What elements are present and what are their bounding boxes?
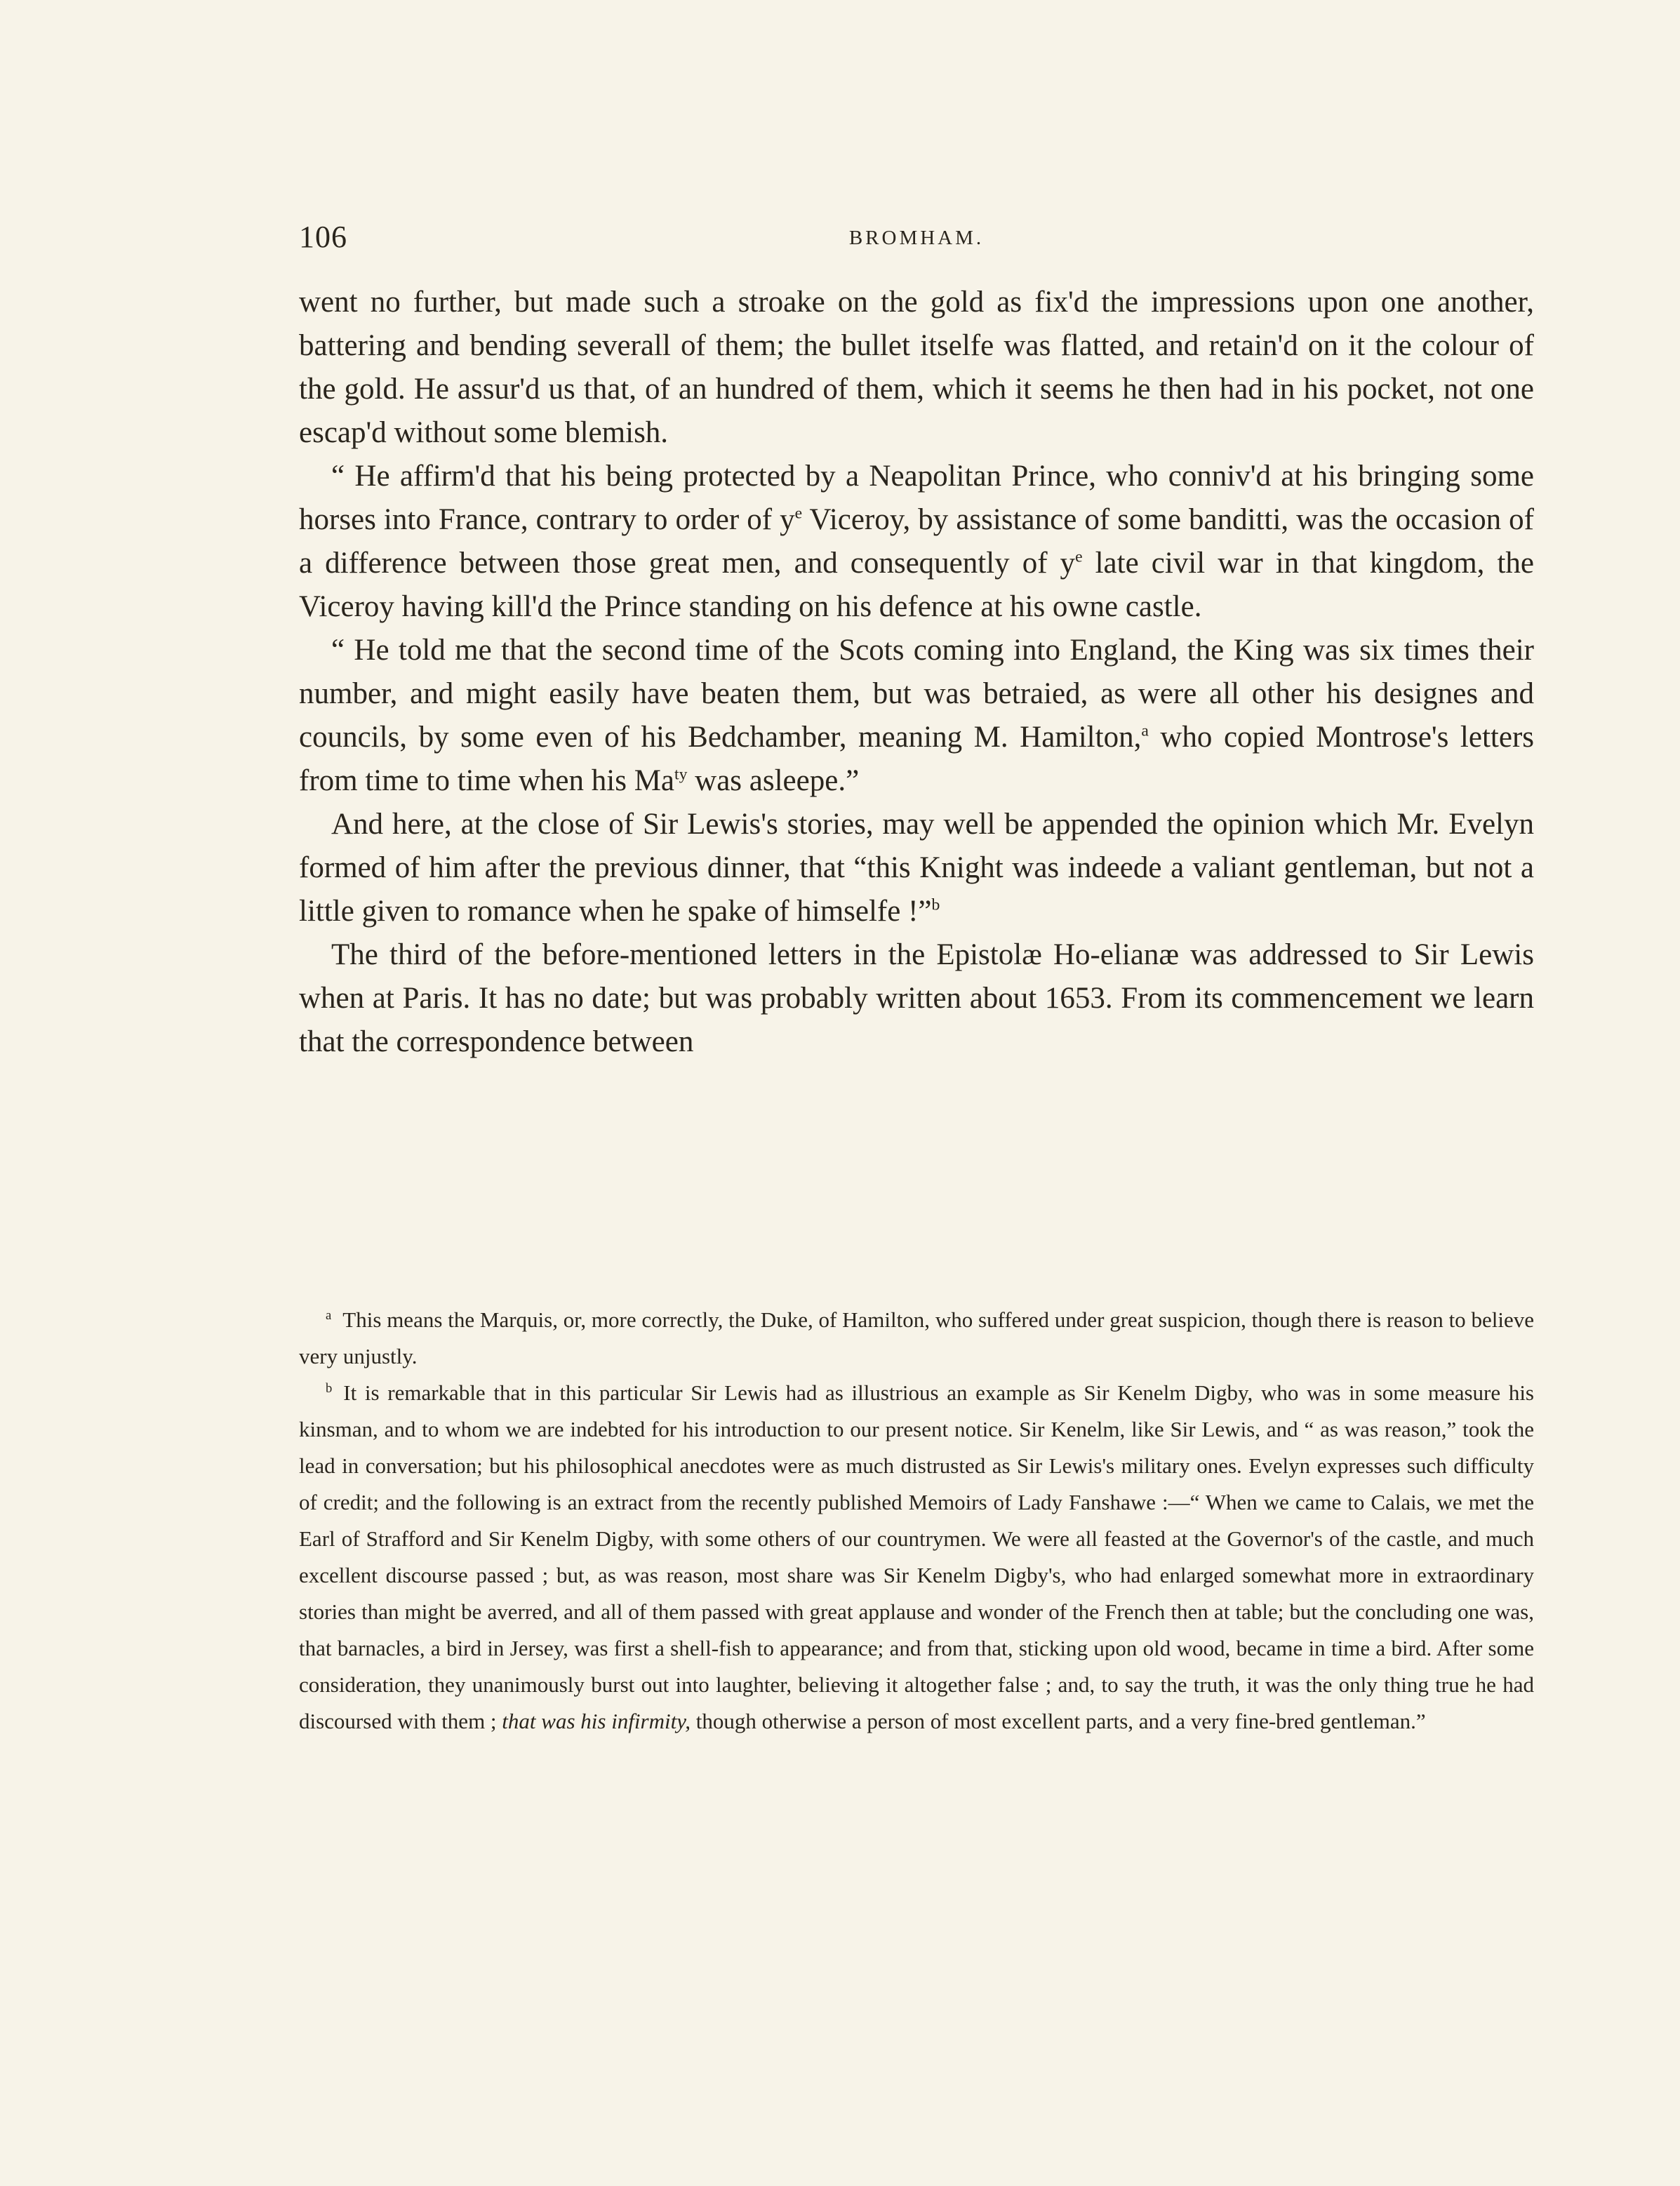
- footnote-mark-a: a: [326, 1307, 332, 1323]
- page-number: 106: [299, 220, 347, 254]
- footnote-b: [299, 1375, 1534, 1740]
- paragraph-3-text-a: “ He told me that the second time of the Scots coming into England, the King was six times their number, and might easily have beaten them, but was betraied, as were all other his designes and councils, by some even of his Bedchamber, meaning M. Hamilton,: [299, 634, 1534, 754]
- paragraph-4-text: And here, at the close of Sir Lewis's stories, may well be appended the opinion which Mr. Evelyn formed of him after the previous dinner, that “this Knight was indeede a valiant gentleman, but not a little given to romance when he spake of himselfe !”: [299, 808, 1534, 928]
- running-title: BROMHAM.: [848, 227, 985, 249]
- footnote-b-text-1: It is remarkable that in this particular Sir Lewis had as illustrious an example as Sir Kenelm Digby, who was in some measure his kinsman, and to whom we are indebted for his introduction to our present notice. Sir Kenelm, like Sir Lewis, and “ as was reason,” took the lead in conversation; but his philosophical anecdotes were as much distrusted as Sir Lewis's military ones. Evelyn expresses such difficulty of credit; and the following is an extract from the recently published Memoirs of Lady Fanshawe :—“ When we came to Calais, we met the Earl of Strafford and Sir Kenelm Digby, with some others of our countrymen. We were all feasted at the Governor's of the castle, and much excellent discourse passed ; but, as was reason, most share was Sir Kenelm Digby's, who had enlarged somewhat more in extraordinary stories than might be averred, and all of them passed with great applause and wonder of the French then at table; but the concluding one was, that barnacles, a bird in Jersey, was first a shell-fish to appearance; and from that, sticking upon old wood, became in time a bird. After some consideration, they unanimously burst out into laughter, believing it altogether false ; and, to say the truth, it was the only thing true he had discoursed with them ;: [299, 1380, 1534, 1733]
- paragraph-2-text-c: late civil war in that kingdom, the Viceroy having kill'd the Prince standing on his defence at his owne castle.: [299, 547, 1534, 623]
- paragraph-4: [299, 803, 1534, 933]
- paragraph-3: [299, 629, 1534, 803]
- superscript-ty: ty: [674, 765, 688, 784]
- footnote-a: [299, 1302, 1534, 1375]
- main-text: [299, 281, 1534, 1064]
- footnote-ref-b[interactable]: b: [931, 895, 940, 914]
- paragraph-3-text-b: who copied Montrose's letters from time to time when his Ma: [299, 721, 1534, 797]
- superscript-e: e: [1075, 547, 1083, 566]
- running-head: [299, 216, 1534, 258]
- paragraph-5: The third of the before-mentioned letters in the Epistolæ Ho-elianæ was addressed to Sir Lewis when at Paris. It has no date; but was probably written about 1653. From its commencement we learn that the correspondence between: [299, 938, 1534, 1058]
- footnote-b-text-2: though otherwise a person of most excellent parts, and a very fine-bred gentleman.”: [691, 1709, 1426, 1733]
- footnote-b-italic: that was his infirmity,: [502, 1709, 691, 1733]
- paragraph-2: [299, 455, 1534, 629]
- paragraph-3-text-c: was asleepe.”: [687, 764, 860, 797]
- footnote-a-text: This means the Marquis, or, more correctly, the Duke, of Hamilton, who suffered under great suspicion, though there is reason to believe very unjustly.: [299, 1307, 1534, 1368]
- footnote-ref-a[interactable]: a: [1141, 721, 1149, 740]
- paragraph-2-text-b: Viceroy, by assistance of some banditti, was the occasion of a difference between those great men, and consequently of y: [299, 503, 1534, 580]
- paragraph-1: went no further, but made such a stroake on the gold as fix'd the impressions upon one another, battering and bending severall of them; the bullet itselfe was flatted, and retain'd on it the colour of the gold. He assur'd us that, of an hundred of them, which it seems he then had in his pocket, not one escap'd without some blemish.: [299, 286, 1534, 449]
- paragraph-2-text-a: “ He affirm'd that his being protected by a Neapolitan Prince, who conniv'd at his bringing some horses into France, contrary to order of y: [299, 460, 1534, 536]
- footnotes: [299, 1302, 1534, 1740]
- footnote-mark-b: b: [326, 1380, 333, 1396]
- superscript-e: e: [794, 504, 803, 523]
